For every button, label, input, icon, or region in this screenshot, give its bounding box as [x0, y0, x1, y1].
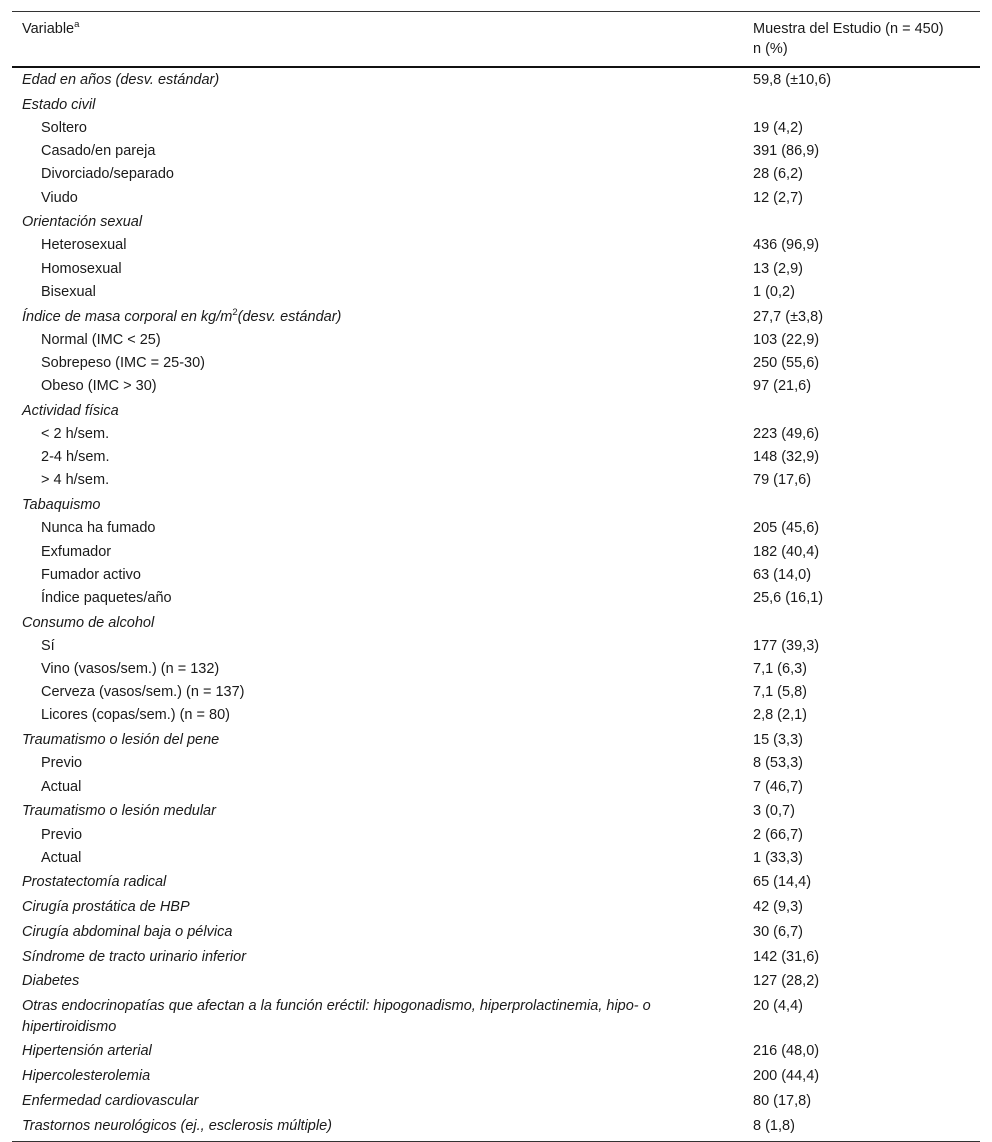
sample-value: 20 (4,4)	[753, 997, 803, 1014]
table-row	[12, 446, 980, 469]
sample-value: 19 (4,2)	[753, 119, 803, 136]
variable-category-label	[12, 306, 753, 329]
variable-category-label	[12, 946, 753, 969]
variable-label-text: Hipercolesterolemia	[22, 1068, 151, 1085]
variable-label-text: Enfermedad cardiovascular	[22, 1092, 199, 1109]
variable-subcategory-label	[12, 375, 753, 398]
sample-value: 148 (32,9)	[753, 449, 820, 466]
variable-category-label	[12, 494, 753, 517]
variable-subcategory-label	[12, 281, 753, 304]
header-variable-footnote-mark: a	[74, 19, 80, 30]
table-row	[12, 306, 980, 329]
header-sample-title: Muestra del Estudio (n = 450)	[753, 21, 944, 37]
table-row	[12, 1040, 980, 1063]
sample-value: 1 (33,3)	[753, 849, 803, 866]
sample-value: 223 (49,6)	[753, 426, 820, 443]
table-row	[12, 94, 980, 117]
variable-subcategory-label	[12, 352, 753, 375]
variable-label-text: Licores (copas/sem.) (n = 80)	[41, 707, 230, 724]
variable-label-text: Otras endocrinopatías que afectan a la función eréctil: hipogonadismo, hiperprolactinemia, hipo- o hipertiroidismo	[22, 997, 651, 1035]
sample-value: 7 (46,7)	[753, 778, 803, 795]
variable-label-text: Estado civil	[22, 96, 96, 113]
table-row	[12, 946, 980, 969]
sample-value: 103 (22,9)	[753, 331, 820, 348]
variable-subcategory-label	[12, 140, 753, 163]
variable-label-text: Síndrome de tracto urinario inferior	[22, 948, 247, 965]
variable-category-label	[12, 1115, 753, 1138]
variable-subcategory-label	[12, 776, 753, 799]
variable-label-text: Prostatectomía radical	[22, 874, 167, 891]
variable-subcategory-label	[12, 446, 753, 469]
variable-subcategory-label	[12, 564, 753, 587]
table-row	[12, 281, 980, 304]
variable-category-label	[12, 729, 753, 752]
table-row	[12, 187, 980, 210]
variable-label-text: < 2 h/sem.	[41, 426, 110, 443]
sample-value: 79 (17,6)	[753, 472, 812, 489]
table-row	[12, 847, 980, 870]
variable-category-label	[12, 400, 753, 423]
variable-label-text: Vino (vasos/sem.) (n = 132)	[41, 661, 220, 678]
variable-label-suffix: (desv. estándar)	[237, 308, 342, 325]
variable-label-text: Sobrepeso (IMC = 25-30)	[41, 354, 206, 371]
variable-label-text: Cirugía abdominal baja o pélvica	[22, 923, 233, 940]
variable-label-text: Índice paquetes/año	[41, 589, 172, 606]
variable-category-label	[12, 970, 753, 993]
variable-subcategory-label	[12, 824, 753, 847]
sample-value: 97 (21,6)	[753, 378, 812, 395]
variable-subcategory-label	[12, 258, 753, 281]
variable-label-text: Orientación sexual	[22, 214, 143, 231]
sample-value: 65 (14,4)	[753, 874, 812, 891]
sample-value: 1 (0,2)	[753, 283, 795, 300]
sample-value: 25,6 (16,1)	[753, 589, 824, 606]
variable-subcategory-label	[12, 423, 753, 446]
variable-label-text: 2-4 h/sem.	[41, 449, 110, 466]
variable-label-text: Cirugía prostática de HBP	[22, 899, 190, 916]
variable-category-label	[12, 69, 753, 92]
variable-category-label	[12, 211, 753, 234]
sample-value: 391 (86,9)	[753, 143, 820, 160]
variable-subcategory-label	[12, 187, 753, 210]
sample-value: 42 (9,3)	[753, 899, 803, 916]
table-row	[12, 921, 980, 944]
table-row	[12, 564, 980, 587]
variable-label-text: Bisexual	[41, 283, 96, 300]
table-row	[12, 234, 980, 257]
variable-label-text: Actividad física	[22, 402, 119, 419]
table-row	[12, 494, 980, 517]
sample-value: 205 (45,6)	[753, 520, 820, 537]
table-row	[12, 635, 980, 658]
variable-subcategory-label	[12, 752, 753, 775]
sample-value: 142 (31,6)	[753, 948, 820, 965]
variable-category-label	[12, 1065, 753, 1088]
variable-category-label	[12, 1040, 753, 1063]
variable-label-text: Índice de masa corporal en kg/m	[22, 308, 233, 325]
table-row	[12, 140, 980, 163]
table-row	[12, 1115, 980, 1138]
table-row	[12, 612, 980, 635]
sample-value: 30 (6,7)	[753, 923, 803, 940]
variable-category-label	[12, 800, 753, 823]
table-row	[12, 258, 980, 281]
variable-label-text: Homosexual	[41, 260, 122, 277]
variable-subcategory-label	[12, 329, 753, 352]
variable-subcategory-label	[12, 541, 753, 564]
sample-value: 177 (39,3)	[753, 637, 820, 654]
table-row	[12, 69, 980, 92]
table-row	[12, 329, 980, 352]
variable-subcategory-label	[12, 847, 753, 870]
table-body	[12, 69, 980, 1138]
variable-label-text: Sí	[41, 637, 55, 654]
sample-value: 182 (40,4)	[753, 543, 820, 560]
variable-subcategory-label	[12, 234, 753, 257]
variable-label-text: Previo	[41, 755, 83, 772]
variable-label-text: Nunca ha fumado	[41, 520, 156, 537]
variable-label-text: Traumatismo o lesión medular	[22, 803, 216, 820]
sample-value	[753, 211, 980, 234]
table-row	[12, 658, 980, 681]
variable-category-label	[12, 1090, 753, 1113]
variable-subcategory-label	[12, 681, 753, 704]
variable-label-text: Diabetes	[22, 973, 80, 990]
variable-label-text: Previo	[41, 826, 83, 843]
sample-value: 8 (1,8)	[753, 1117, 795, 1134]
table-row	[12, 517, 980, 540]
table-row	[12, 211, 980, 234]
table-row	[12, 400, 980, 423]
sample-value: 15 (3,3)	[753, 732, 803, 749]
table-row	[12, 117, 980, 140]
table-row	[12, 824, 980, 847]
sample-value: 7,1 (6,3)	[753, 661, 807, 678]
variable-subcategory-label	[12, 658, 753, 681]
sample-value: 28 (6,2)	[753, 166, 803, 183]
header-sample	[753, 19, 980, 59]
variable-label-text: Actual	[41, 849, 82, 866]
table-row	[12, 587, 980, 610]
sample-value: 12 (2,7)	[753, 189, 803, 206]
characteristics-table	[12, 11, 980, 1142]
variable-category-label	[12, 896, 753, 919]
sample-value: 8 (53,3)	[753, 755, 803, 772]
table-row	[12, 995, 980, 1039]
table-row	[12, 970, 980, 993]
table-row	[12, 752, 980, 775]
sample-value	[753, 400, 980, 423]
table-row	[12, 871, 980, 894]
variable-subcategory-label	[12, 117, 753, 140]
table-row	[12, 163, 980, 186]
variable-subcategory-label	[12, 635, 753, 658]
variable-label-text: Exfumador	[41, 543, 112, 560]
variable-label-text: Actual	[41, 778, 82, 795]
variable-label-text: Viudo	[41, 189, 78, 206]
table-row	[12, 469, 980, 492]
variable-label-text: Fumador activo	[41, 566, 141, 583]
variable-label-text: Divorciado/separado	[41, 166, 174, 183]
sample-value: 436 (96,9)	[753, 237, 820, 254]
sample-value: 2,8 (2,1)	[753, 707, 807, 724]
header-sample-unit: n (%)	[753, 41, 788, 57]
variable-subcategory-label	[12, 469, 753, 492]
variable-label-text: Consumo de alcohol	[22, 614, 155, 631]
table-row	[12, 776, 980, 799]
table-row	[12, 1065, 980, 1088]
sample-value: 200 (44,4)	[753, 1068, 820, 1085]
variable-subcategory-label	[12, 704, 753, 727]
table-row	[12, 375, 980, 398]
table-row	[12, 800, 980, 823]
sample-value: 80 (17,8)	[753, 1092, 812, 1109]
table-row	[12, 896, 980, 919]
variable-category-label	[12, 871, 753, 894]
superscript: 2	[232, 306, 238, 318]
sample-value: 13 (2,9)	[753, 260, 803, 277]
variable-category-label	[12, 94, 753, 117]
variable-label-text: Traumatismo o lesión del pene	[22, 732, 220, 749]
table-header	[12, 12, 980, 68]
variable-category-label	[12, 921, 753, 944]
sample-value: 216 (48,0)	[753, 1043, 820, 1060]
variable-subcategory-label	[12, 163, 753, 186]
table-row	[12, 729, 980, 752]
variable-label-text: Edad en años (desv. estándar)	[22, 72, 220, 88]
variable-category-label	[12, 612, 753, 635]
sample-value: 250 (55,6)	[753, 354, 820, 371]
sample-value: 2 (66,7)	[753, 826, 803, 843]
variable-label-text: > 4 h/sem.	[41, 472, 110, 489]
sample-value: 3 (0,7)	[753, 803, 795, 820]
variable-label-text: Hipertensión arterial	[22, 1043, 152, 1060]
variable-subcategory-label	[12, 517, 753, 540]
sample-value	[753, 494, 980, 517]
sample-value: 27,7 (±3,8)	[753, 308, 824, 325]
table-row	[12, 681, 980, 704]
table-row	[12, 541, 980, 564]
variable-label-text: Normal (IMC < 25)	[41, 331, 161, 348]
variable-label-text: Soltero	[41, 119, 87, 136]
variable-label-text: Obeso (IMC > 30)	[41, 378, 157, 395]
table-row	[12, 352, 980, 375]
header-variable	[12, 19, 753, 59]
table-row	[12, 1090, 980, 1113]
sample-value	[753, 94, 980, 117]
table-row	[12, 423, 980, 446]
sample-value	[753, 612, 980, 635]
header-variable-label: Variable	[22, 21, 75, 37]
sample-value: 7,1 (5,8)	[753, 684, 807, 701]
variable-label-text: Trastornos neurológicos (ej., esclerosis múltiple)	[22, 1117, 332, 1134]
table-row	[12, 704, 980, 727]
variable-label-text: Heterosexual	[41, 237, 127, 254]
variable-category-label	[12, 995, 753, 1039]
sample-value: 127 (28,2)	[753, 973, 820, 990]
variable-label-text: Cerveza (vasos/sem.) (n = 137)	[41, 684, 245, 701]
sample-value: 59,8 (±10,6)	[753, 72, 832, 88]
variable-label-text: Tabaquismo	[22, 497, 101, 514]
variable-label-text: Casado/en pareja	[41, 143, 156, 160]
sample-value: 63 (14,0)	[753, 566, 812, 583]
variable-subcategory-label	[12, 587, 753, 610]
